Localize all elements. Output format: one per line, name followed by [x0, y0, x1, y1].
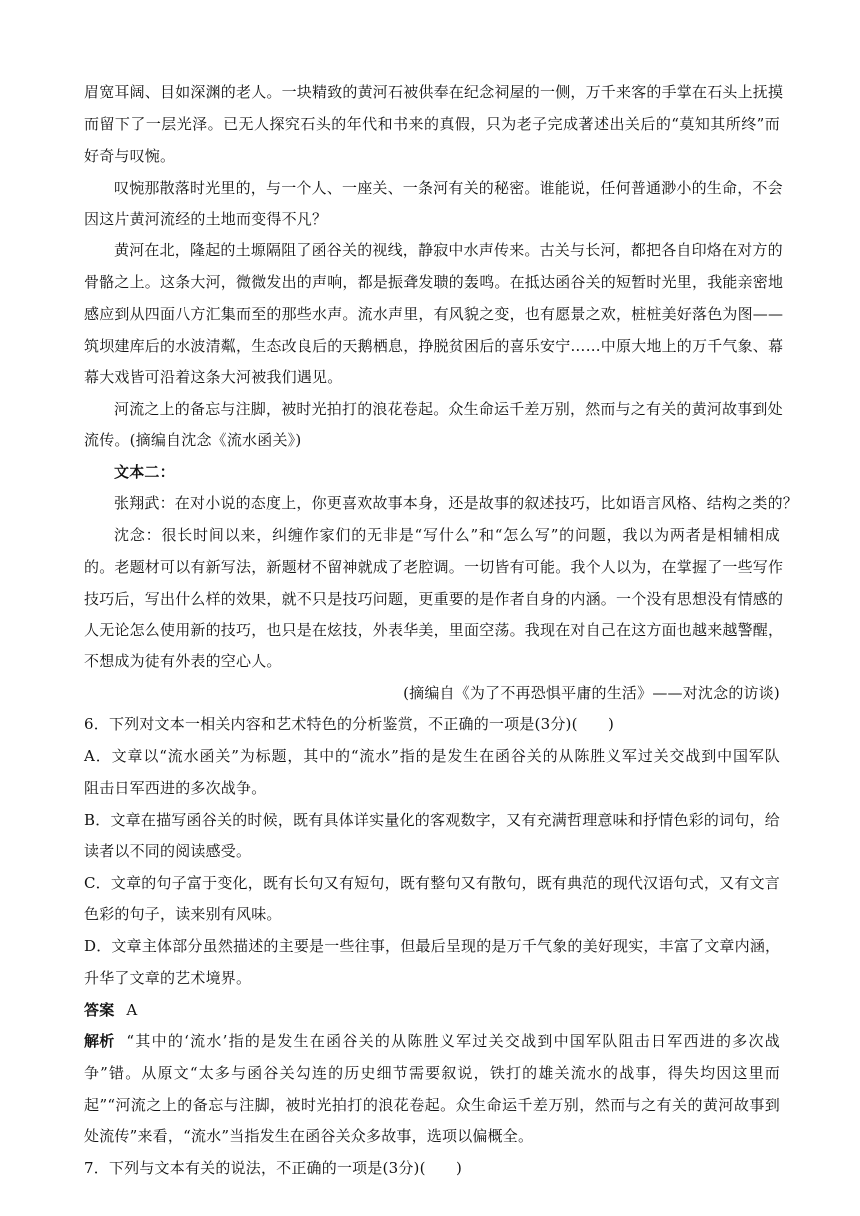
question6-stem: 6．下列对文本一相关内容和艺术特色的分析鉴赏，不正确的一项是(3分)( ): [84, 715, 615, 733]
passage1-para-c-line-1: 黄河在北，隆起的土塬隔阻了函谷关的视线，静寂中水声传来。古关与长河，都把各自印烙在对方的: [114, 241, 783, 259]
question6-option-a-line-2: 阻击日军西进的多次战争。: [84, 779, 267, 797]
passage1-para-a-line-3: 好奇与叹惋。: [84, 147, 176, 165]
answer-value: A: [126, 1001, 138, 1019]
question6-option-b-line-2: 读者以不同的阅读感受。: [84, 842, 252, 860]
passage1-para-c-line-4: 筑坝建库后的水波清粼，生态改良后的天鹅栖息，挣脱贫困后的喜乐安宁……中原大地上的万千气象、幕: [84, 337, 784, 355]
question6-option-b-line-1: B．文章在描写函谷关的时候，既有具体详实量化的客观数字，又有充满哲理意味和抒情色彩的词句，给: [84, 811, 780, 829]
passage2-answer-line-2: 的。老题材可以有新写法，新题材不留神就成了老腔调。一切皆有可能。我个人以为，在掌握了一些写作: [84, 558, 784, 576]
analysis-label: 解析: [84, 1032, 115, 1050]
passage1-para-c-line-3: 感应到从四面八方汇集而至的那些水声。流水声里，有风貌之变，也有愿景之欢，桩桩美好落色为图——: [84, 305, 784, 323]
passage1-para-a-line-2: 而留下了一层光泽。已无人探究石头的年代和书来的真假，只为老子完成著述出关后的“莫知其所终”而: [84, 115, 780, 133]
passage1-para-c-line-2: 骨骼之上。这条大河，微微发出的声响，都是振聋发聩的轰鸣。在抵达函谷关的短暂时光里，我能亲密地: [84, 273, 784, 291]
passage2-answer-line-5: 不想成为徒有外表的空心人。: [84, 652, 282, 670]
question6-option-d-line-1: D．文章主体部分虽然描述的主要是一些往事，但最后呈现的是万千气象的美好现实，丰富了文章内涵，: [84, 937, 781, 955]
passage2-heading: 文本二：: [114, 463, 175, 481]
question6-option-a-line-1: A．文章以“流水函关”为标题，其中的“流水”指的是发生在函谷关的从陈胜义军过关交战到中国军队: [84, 747, 780, 765]
question7-stem: 7．下列与文本有关的说法，不正确的一项是(3分)( ): [84, 1159, 463, 1177]
question6-option-c-line-1: C．文章的句子富于变化，既有长句又有短句，既有整句又有散句，既有典范的现代汉语句式，又有文言: [84, 874, 780, 892]
passage1-para-d-line-2: 流传。(摘编自沈念《流水函关》): [84, 431, 302, 449]
passage1-para-d-line-1: 河流之上的备忘与注脚，被时光拍打的浪花卷起。众生命运千差万别，然而与之有关的黄河故事到处: [114, 400, 783, 418]
question6-analysis-line-3: 起”“河流之上的备忘与注脚，被时光拍打的浪花卷起。众生命运千差万别，然而与之有关的黄河故事到: [84, 1096, 780, 1114]
question6-answer: [84, 1000, 780, 1020]
passage2-answer-line-3: 技巧后，写出什么样的效果，就不只是技巧问题，更重要的是作者自身的内涵。一个没有思想没有情感的: [84, 590, 784, 608]
passage2-source: (摘编自《为了不再恐惧平庸的生活》——对沈念的访谈): [403, 684, 780, 702]
passage1-para-c-line-5: 幕大戏皆可沿着这条大河被我们遇见。: [84, 368, 343, 386]
passage1-para-a-line-1: 眉宽耳阔、目如深渊的老人。一块精致的黄河石被供奉在纪念祠屋的一侧，万千来客的手掌在石头上抚摸: [84, 83, 784, 101]
question6-analysis-line-1: [84, 1031, 780, 1051]
passage2-answer-line-4: 人无论怎么使用新的技巧，也只是在炫技，外表华美，里面空荡。我现在对自己在这方面也越来越警醒，: [84, 621, 784, 639]
passage1-para-b-line-2: 因这片黄河流经的土地而变得不凡？: [84, 210, 328, 228]
passage2-answer-line-1: 沈念：很长时间以来，纠缠作家们的无非是“写什么”和“怎么写”的问题，我以为两者是相辅相成: [114, 526, 780, 544]
passage2-question-line: 张翔武：在对小说的态度上，你更喜欢故事本身，还是故事的叙述技巧，比如语言风格、结构之类的？: [114, 494, 799, 512]
analysis-text-1: “其中的‘流水’指的是发生在函谷关的从陈胜义军过关交战到中国军队阻击日军西进的多次战: [126, 1032, 780, 1050]
passage1-para-b-line-1: 叹惋那散落时光里的，与一个人、一座关、一条河有关的秘密。谁能说，任何普通渺小的生命，不会: [114, 179, 783, 197]
question6-option-d-line-2: 升华了文章的艺术境界。: [84, 969, 252, 987]
question6-analysis-line-4: 处流传”来看，“流水”当指发生在函谷关众多故事，选项以偏概全。: [84, 1127, 534, 1145]
question6-analysis-line-2: 争”错。从原文“太多与函谷关勾连的历史细节需要叙说，铁打的雄关流水的战事，得失均因这里而: [84, 1064, 780, 1082]
answer-label: 答案: [84, 1001, 115, 1019]
question6-option-c-line-2: 色彩的句子，读来别有风味。: [84, 905, 282, 923]
